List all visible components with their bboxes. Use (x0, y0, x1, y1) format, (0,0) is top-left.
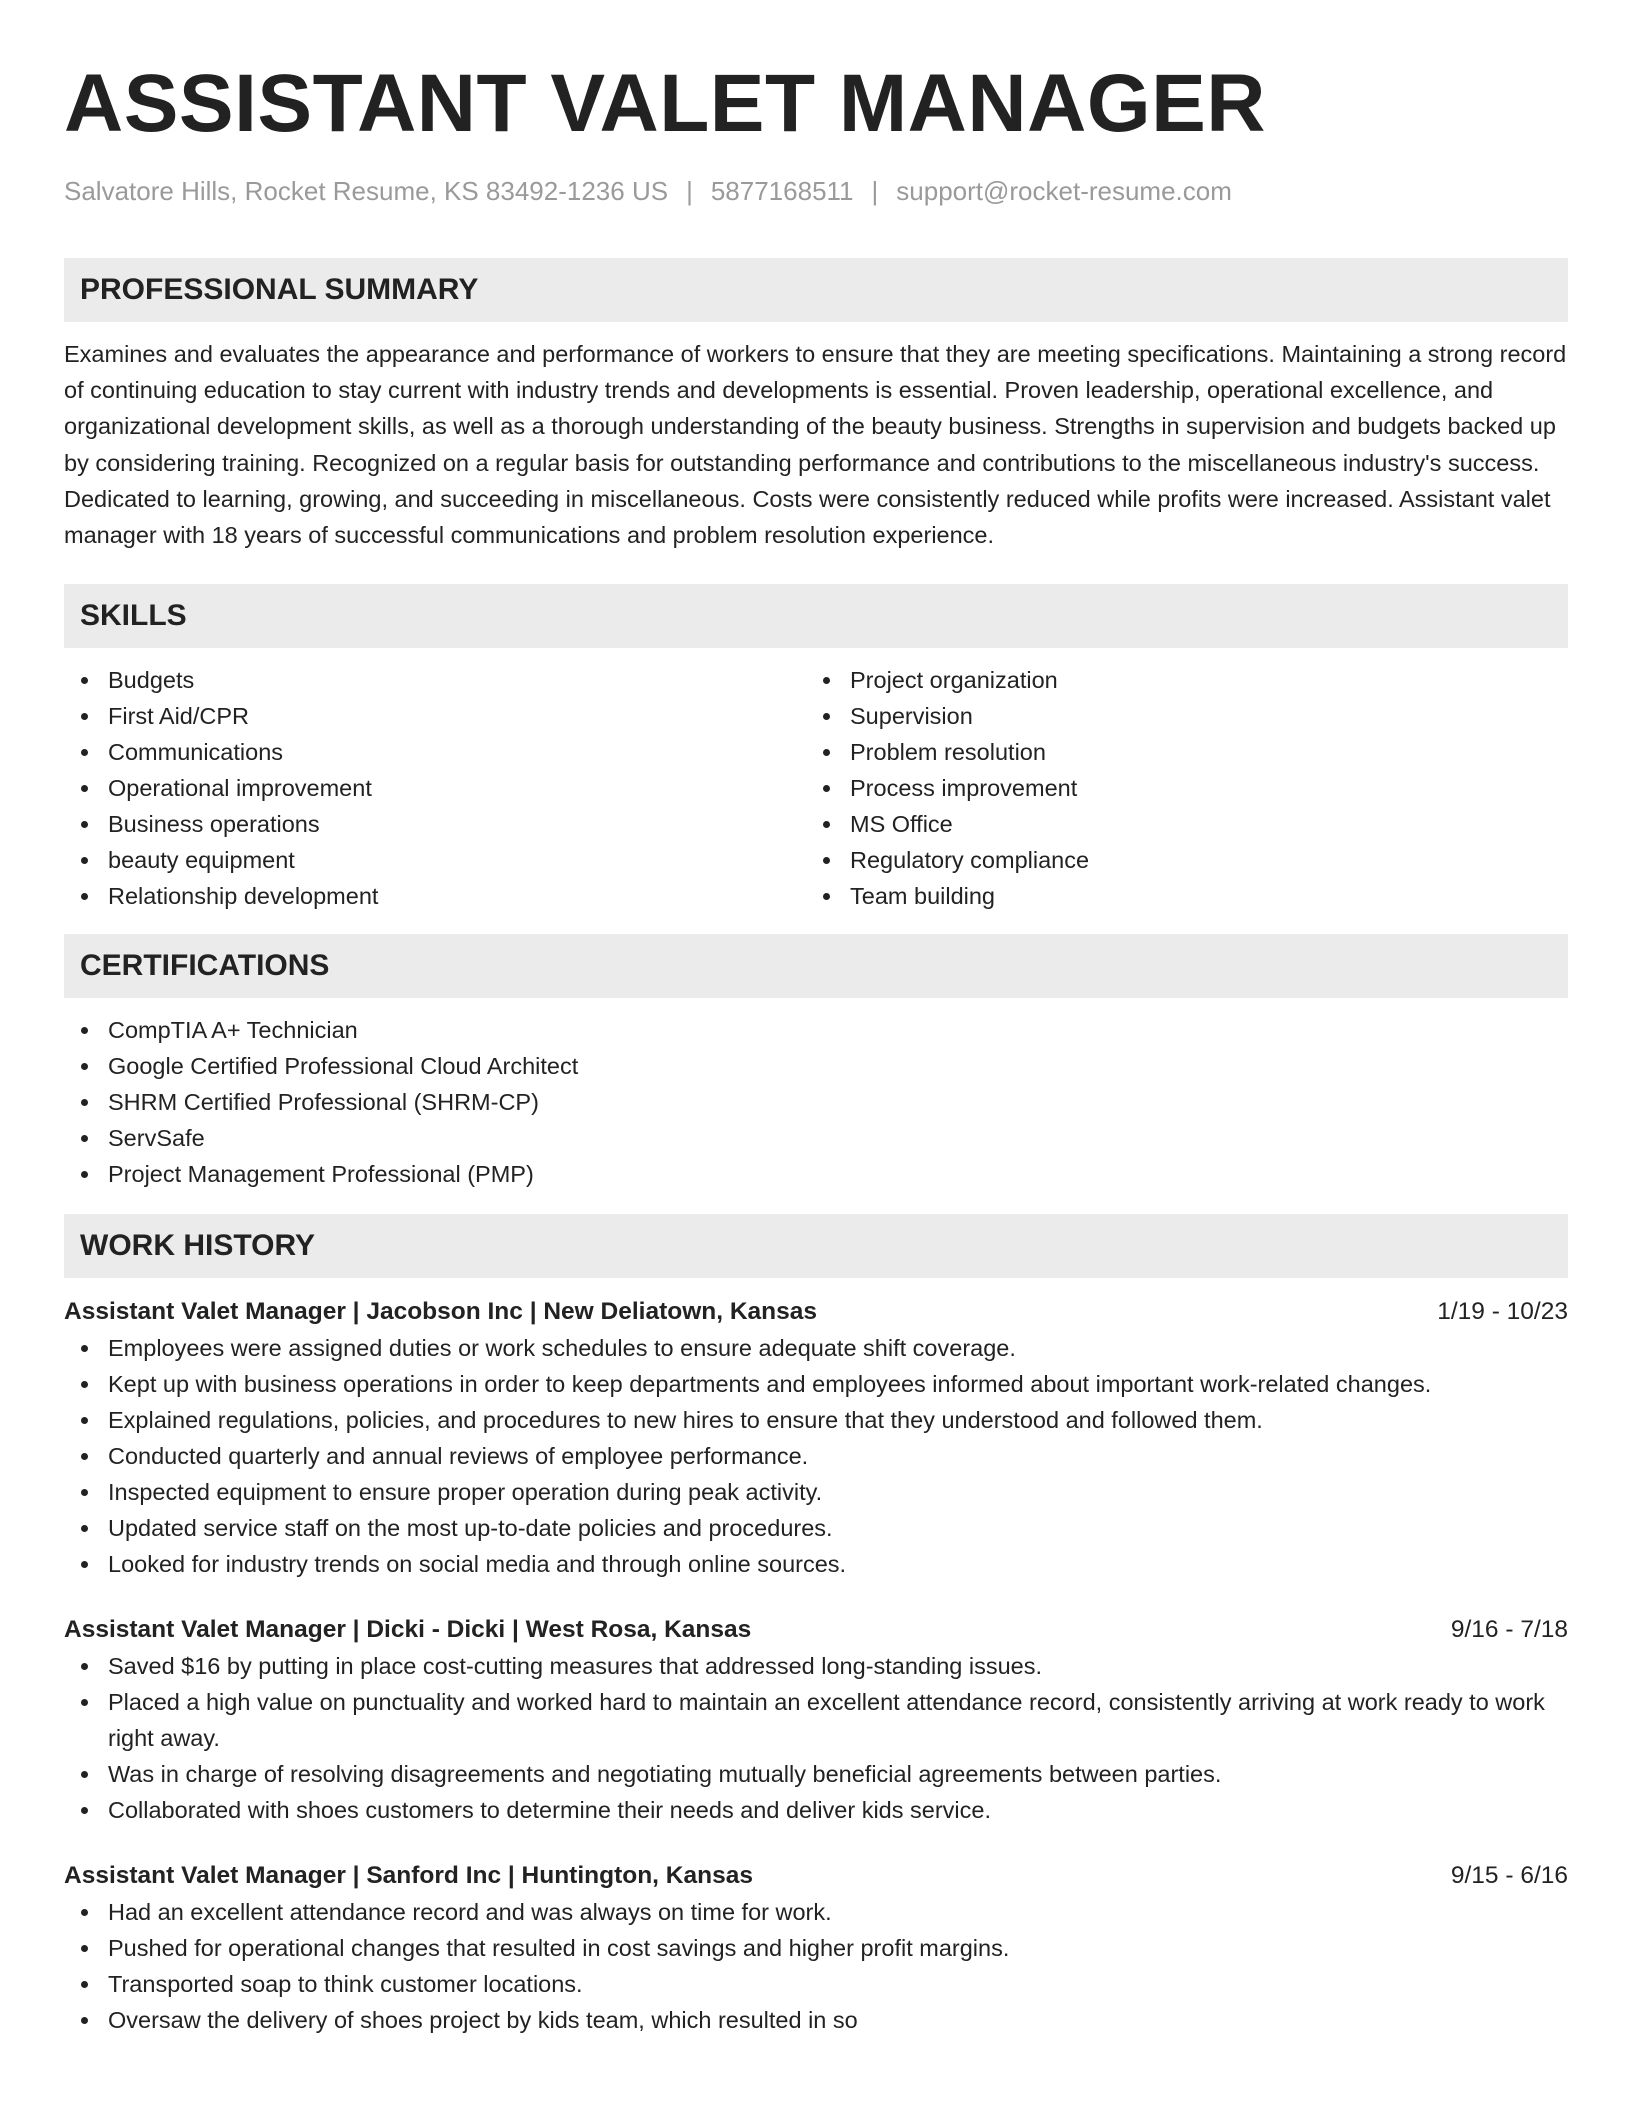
certification-item: CompTIA A+ Technician (64, 1012, 1568, 1048)
job-bullets (64, 1648, 1568, 1828)
contact-phone: 5877168511 (710, 176, 854, 206)
contact-address: Salvatore Hills, Rocket Resume, KS 83492-1236 US (64, 176, 669, 206)
job-header (64, 1612, 1568, 1648)
job-bullet: Employees were assigned duties or work schedules to ensure adequate shift coverage. (64, 1330, 1568, 1366)
job-bullet: Conducted quarterly and annual reviews of employee performance. (64, 1438, 1568, 1474)
job-header (64, 1294, 1568, 1330)
certification-item: SHRM Certified Professional (SHRM-CP) (64, 1084, 1568, 1120)
skill-item: Relationship development (64, 878, 806, 914)
skill-item: Business operations (64, 806, 806, 842)
skills-heading: SKILLS (64, 584, 1568, 648)
job-entry (64, 1294, 1568, 1582)
summary-heading: PROFESSIONAL SUMMARY (64, 258, 1568, 322)
contact-separator: | (871, 176, 879, 206)
certifications-list (64, 1012, 1568, 1192)
job-dates: 9/16 - 7/18 (1450, 1616, 1568, 1644)
job-bullet: Oversaw the delivery of shoes project by kids team, which resulted in so (64, 2002, 1568, 2038)
contact-line (64, 174, 1568, 208)
job-bullet: Placed a high value on punctuality and worked hard to maintain an excellent attendance record, consistently arriving at work ready to work right away. (64, 1684, 1568, 1756)
contact-separator: | (686, 176, 693, 206)
skill-item: MS Office (806, 806, 1548, 842)
job-bullet: Collaborated with shoes customers to determine their needs and deliver kids service. (64, 1792, 1568, 1828)
job-title: Assistant Valet Manager | Dicki - Dicki | West Rosa, Kansas (64, 1616, 752, 1644)
summary-text: Examines and evaluates the appearance and performance of workers to ensure that they are meeting specifications. Maintaining a strong record of continuing education to stay current with industry trends and developments is essential. Proven leadership, operational excellence, and organizational development skills, as well as a thorough understanding of the beauty business. Strengths in supervision and budgets backed up by considering training. Recognized on a regular basis for outstanding performance and contributions to the miscellaneous industry's success. Dedicated to learning, growing, and succeeding in miscellaneous. Costs were consistently reduced while profits were increased. Assistant valet manager with 18 years of successful communications and problem resolution experience. (64, 341, 1567, 549)
certification-item: ServSafe (64, 1120, 1568, 1156)
skill-item: Problem resolution (806, 734, 1548, 770)
resume-title: ASSISTANT VALET MANAGER (64, 58, 1267, 149)
skills-column-right (806, 662, 1548, 914)
job-bullet: Transported soap to think customer locations. (64, 1966, 1568, 2002)
job-bullet: Looked for industry trends on social media and through online sources. (64, 1546, 1568, 1582)
job-title: Assistant Valet Manager | Jacobson Inc | New Deliatown, Kansas (64, 1298, 818, 1326)
skill-item: First Aid/CPR (64, 698, 806, 734)
skill-item: Process improvement (806, 770, 1548, 806)
skill-item: Operational improvement (64, 770, 806, 806)
skill-item: Regulatory compliance (806, 842, 1548, 878)
skills-column-left (64, 662, 806, 914)
certification-item: Project Management Professional (PMP) (64, 1156, 1568, 1192)
skill-item: beauty equipment (64, 842, 806, 878)
job-bullet: Kept up with business operations in order to keep departments and employees informed about important work-related changes. (64, 1366, 1568, 1402)
job-bullet: Had an excellent attendance record and was always on time for work. (64, 1894, 1568, 1930)
job-bullet: Updated service staff on the most up-to-date policies and procedures. (64, 1510, 1568, 1546)
job-bullet: Was in charge of resolving disagreements and negotiating mutually beneficial agreements between parties. (64, 1756, 1568, 1792)
contact-email: support@rocket-resume.com (896, 176, 1232, 206)
job-entry (64, 1612, 1568, 1828)
job-title: Assistant Valet Manager | Sanford Inc | Huntington, Kansas (64, 1862, 753, 1890)
job-dates: 9/15 - 6/16 (1450, 1862, 1568, 1890)
work-history-heading: WORK HISTORY (64, 1214, 1568, 1278)
job-bullet: Explained regulations, policies, and procedures to new hires to ensure that they understood and followed them. (64, 1402, 1568, 1438)
skill-item: Team building (806, 878, 1548, 914)
job-entry (64, 1858, 1568, 2038)
skill-item: Supervision (806, 698, 1548, 734)
job-header (64, 1858, 1568, 1894)
skills-list (64, 662, 1568, 914)
job-bullet: Inspected equipment to ensure proper operation during peak activity. (64, 1474, 1568, 1510)
job-bullets (64, 1894, 1568, 2038)
skill-item: Communications (64, 734, 806, 770)
job-bullet: Saved $16 by putting in place cost-cutting measures that addressed long-standing issues. (64, 1648, 1568, 1684)
skill-item: Budgets (64, 662, 806, 698)
skill-item: Project organization (806, 662, 1548, 698)
certifications-heading: CERTIFICATIONS (64, 934, 1568, 998)
certification-item: Google Certified Professional Cloud Architect (64, 1048, 1568, 1084)
job-bullets (64, 1330, 1568, 1582)
resume-page (64, 0, 1568, 2038)
job-dates: 1/19 - 10/23 (1437, 1298, 1568, 1326)
job-bullet: Pushed for operational changes that resulted in cost savings and higher profit margins. (64, 1930, 1568, 1966)
